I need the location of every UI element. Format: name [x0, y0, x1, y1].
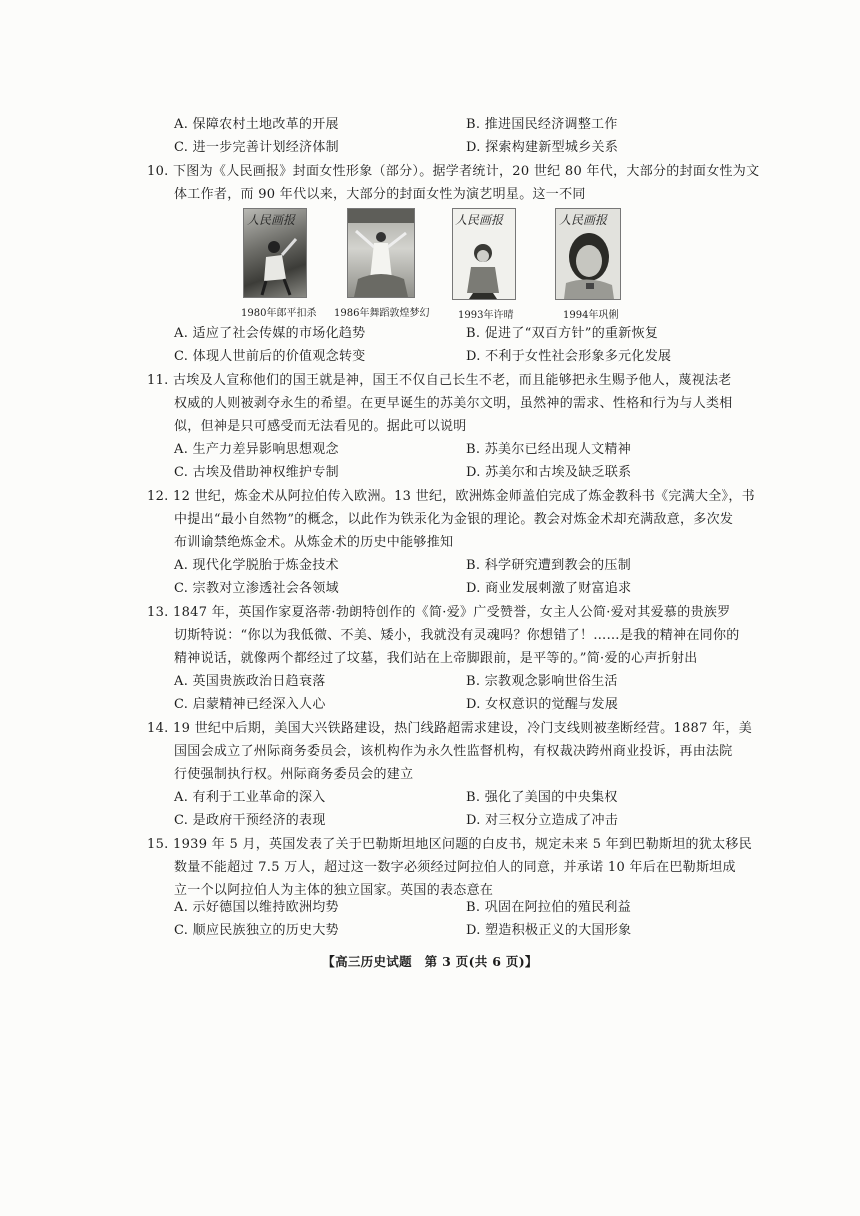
q14-option-d: D. 对三权分立造成了冲击 — [466, 813, 619, 828]
q14-option-a: A. 有利于工业革命的深入 — [174, 790, 326, 805]
q11-option-d: D. 苏美尔和古埃及缺乏联系 — [466, 465, 632, 480]
q9-option-c: C. 进一步完善计划经济体制 — [174, 140, 339, 155]
cover-1994-image — [555, 208, 621, 300]
magazine-covers — [0, 208, 860, 321]
q15-option-d: D. 塑造积极正义的大国形象 — [466, 923, 632, 938]
q15-stem-line1: 15. 1939 年 5 月，英国发表了关于巴勒斯坦地区问题的白皮书，规定未来 5 年到巴勒斯坦的犹太移民 — [147, 837, 752, 852]
q13-stem-line1: 13. 1847 年，英国作家夏洛蒂·勃朗特创作的《简·爱》广受赞誉，女主人公简·爱对其爱慕的贵族罗 — [147, 605, 731, 620]
q14-stem-line2: 国国会成立了州际商务委员会，该机构作为永久性监督机构，有权裁决跨州商业投诉，再由法院 — [174, 744, 733, 759]
q10-option-b: B. 促进了“双百方针”的重新恢复 — [466, 326, 659, 341]
q11-option-b: B. 苏美尔已经出现人文精神 — [466, 442, 632, 457]
q15-option-a: A. 示好德国以维持欧洲均势 — [174, 900, 339, 915]
q10-stem-line1: 10. 下图为《人民画报》封面女性形象（部分）。据学者统计，20 世纪 80 年代，大部分的封面女性为文 — [147, 164, 760, 179]
q12-option-a: A. 现代化学脱胎于炼金技术 — [174, 558, 339, 573]
q13-stem-line3: 精神说话，就像两个都经过了坟墓，我们站在上帝脚跟前，是平等的。”简·爱的心声折射出 — [174, 651, 698, 666]
q12-option-d: D. 商业发展刺激了财富追求 — [466, 581, 632, 596]
q11-stem-line3: 似，但神是只可感受而无法看见的。据此可以说明 — [174, 419, 467, 434]
q12-stem-line1: 12. 12 世纪，炼金术从阿拉伯传入欧洲。13 世纪，欧洲炼金师盖伯完成了炼金教科书《完满大全》，书 — [147, 489, 755, 504]
cover-1980-masthead: 人民画报 — [247, 213, 296, 227]
cover-1980-caption: 1980年郎平扣杀 — [241, 308, 317, 319]
cover-1986-caption: 1986年舞蹈敦煌梦幻 — [334, 308, 430, 319]
q14-stem-line3: 行使强制执行权。州际商务委员会的建立 — [174, 767, 414, 782]
q11-option-c: C. 古埃及借助神权维护专制 — [174, 465, 339, 480]
q14-option-c: C. 是政府干预经济的表现 — [174, 813, 326, 828]
q13-option-b: B. 宗教观念影响世俗生活 — [466, 674, 618, 689]
cover-1993-masthead: 人民画报 — [455, 213, 504, 227]
q13-option-a: A. 英国贵族政治日趋衰落 — [174, 674, 326, 689]
q13-stem-line2: 切斯特说：“你以为我低微、不美、矮小，我就没有灵魂吗？你想错了！……是我的精神在同你的 — [174, 628, 740, 643]
q14-stem-line1: 14. 19 世纪中后期，美国大兴铁路建设，热门线路超需求建设，冷门支线则被垄断经营。1887 年，美 — [147, 721, 752, 736]
q10-option-a: A. 适应了社会传媒的市场化趋势 — [174, 326, 366, 341]
q15-stem-line3: 立一个以阿拉伯人为主体的独立国家。英国的表态意在 — [174, 883, 494, 898]
q15-option-b: B. 巩固在阿拉伯的殖民利益 — [466, 900, 632, 915]
q11-option-a: A. 生产力差异影响思想观念 — [174, 442, 339, 457]
cover-1993-image — [452, 208, 516, 300]
q10-stem-line2: 体工作者，而 90 年代以来，大部分的封面女性为演艺明星。这一不同 — [174, 187, 586, 202]
cover-1994-caption: 1994年巩俐 — [563, 310, 619, 321]
q11-stem-line2: 权威的人则被剥夺永生的希望。在更早诞生的苏美尔文明，虽然神的需求、性格和行为与人类相 — [174, 396, 733, 411]
q12-stem-line2: 中提出“最小自然物”的概念，以此作为铁汞化为金银的理论。教会对炼金术却充满敌意，多次发 — [174, 512, 734, 527]
cover-1986-image — [347, 208, 415, 298]
q13-option-c: C. 启蒙精神已经深入人心 — [174, 697, 326, 712]
q9-option-d: D. 探索构建新型城乡关系 — [466, 140, 619, 155]
cover-1994-masthead: 人民画报 — [559, 213, 608, 227]
cover-1980-image — [243, 208, 307, 298]
q14-option-b: B. 强化了美国的中央集权 — [466, 790, 618, 805]
q12-option-b: B. 科学研究遭到教会的压制 — [466, 558, 632, 573]
q10-option-d: D. 不利于女性社会形象多元化发展 — [466, 349, 672, 364]
q13-option-d: D. 女权意识的觉醒与发展 — [466, 697, 619, 712]
cover-1993-caption: 1993年许晴 — [458, 310, 514, 321]
page-footer: 【高三历史试题 第 3 页(共 6 页)】 — [322, 954, 538, 969]
q15-option-c: C. 顺应民族独立的历史大势 — [174, 923, 339, 938]
q10-option-c: C. 体现人世前后的价值观念转变 — [174, 349, 366, 364]
q9-option-a: A. 保障农村土地改革的开展 — [174, 117, 339, 132]
q15-stem-line2: 数量不能超过 7.5 万人，超过这一数字必须经过阿拉伯人的同意，并承诺 10 年后在巴勒斯坦成 — [174, 860, 736, 875]
q9-option-b: B. 推进国民经济调整工作 — [466, 117, 618, 132]
q12-stem-line3: 布训谕禁绝炼金术。从炼金术的历史中能够推知 — [174, 535, 454, 550]
q12-option-c: C. 宗教对立渗透社会各领域 — [174, 581, 339, 596]
q11-stem-line1: 11. 古埃及人宣称他们的国王就是神，国王不仅自己长生不老，而且能够把永生赐予他人，蔑视法老 — [147, 373, 732, 388]
